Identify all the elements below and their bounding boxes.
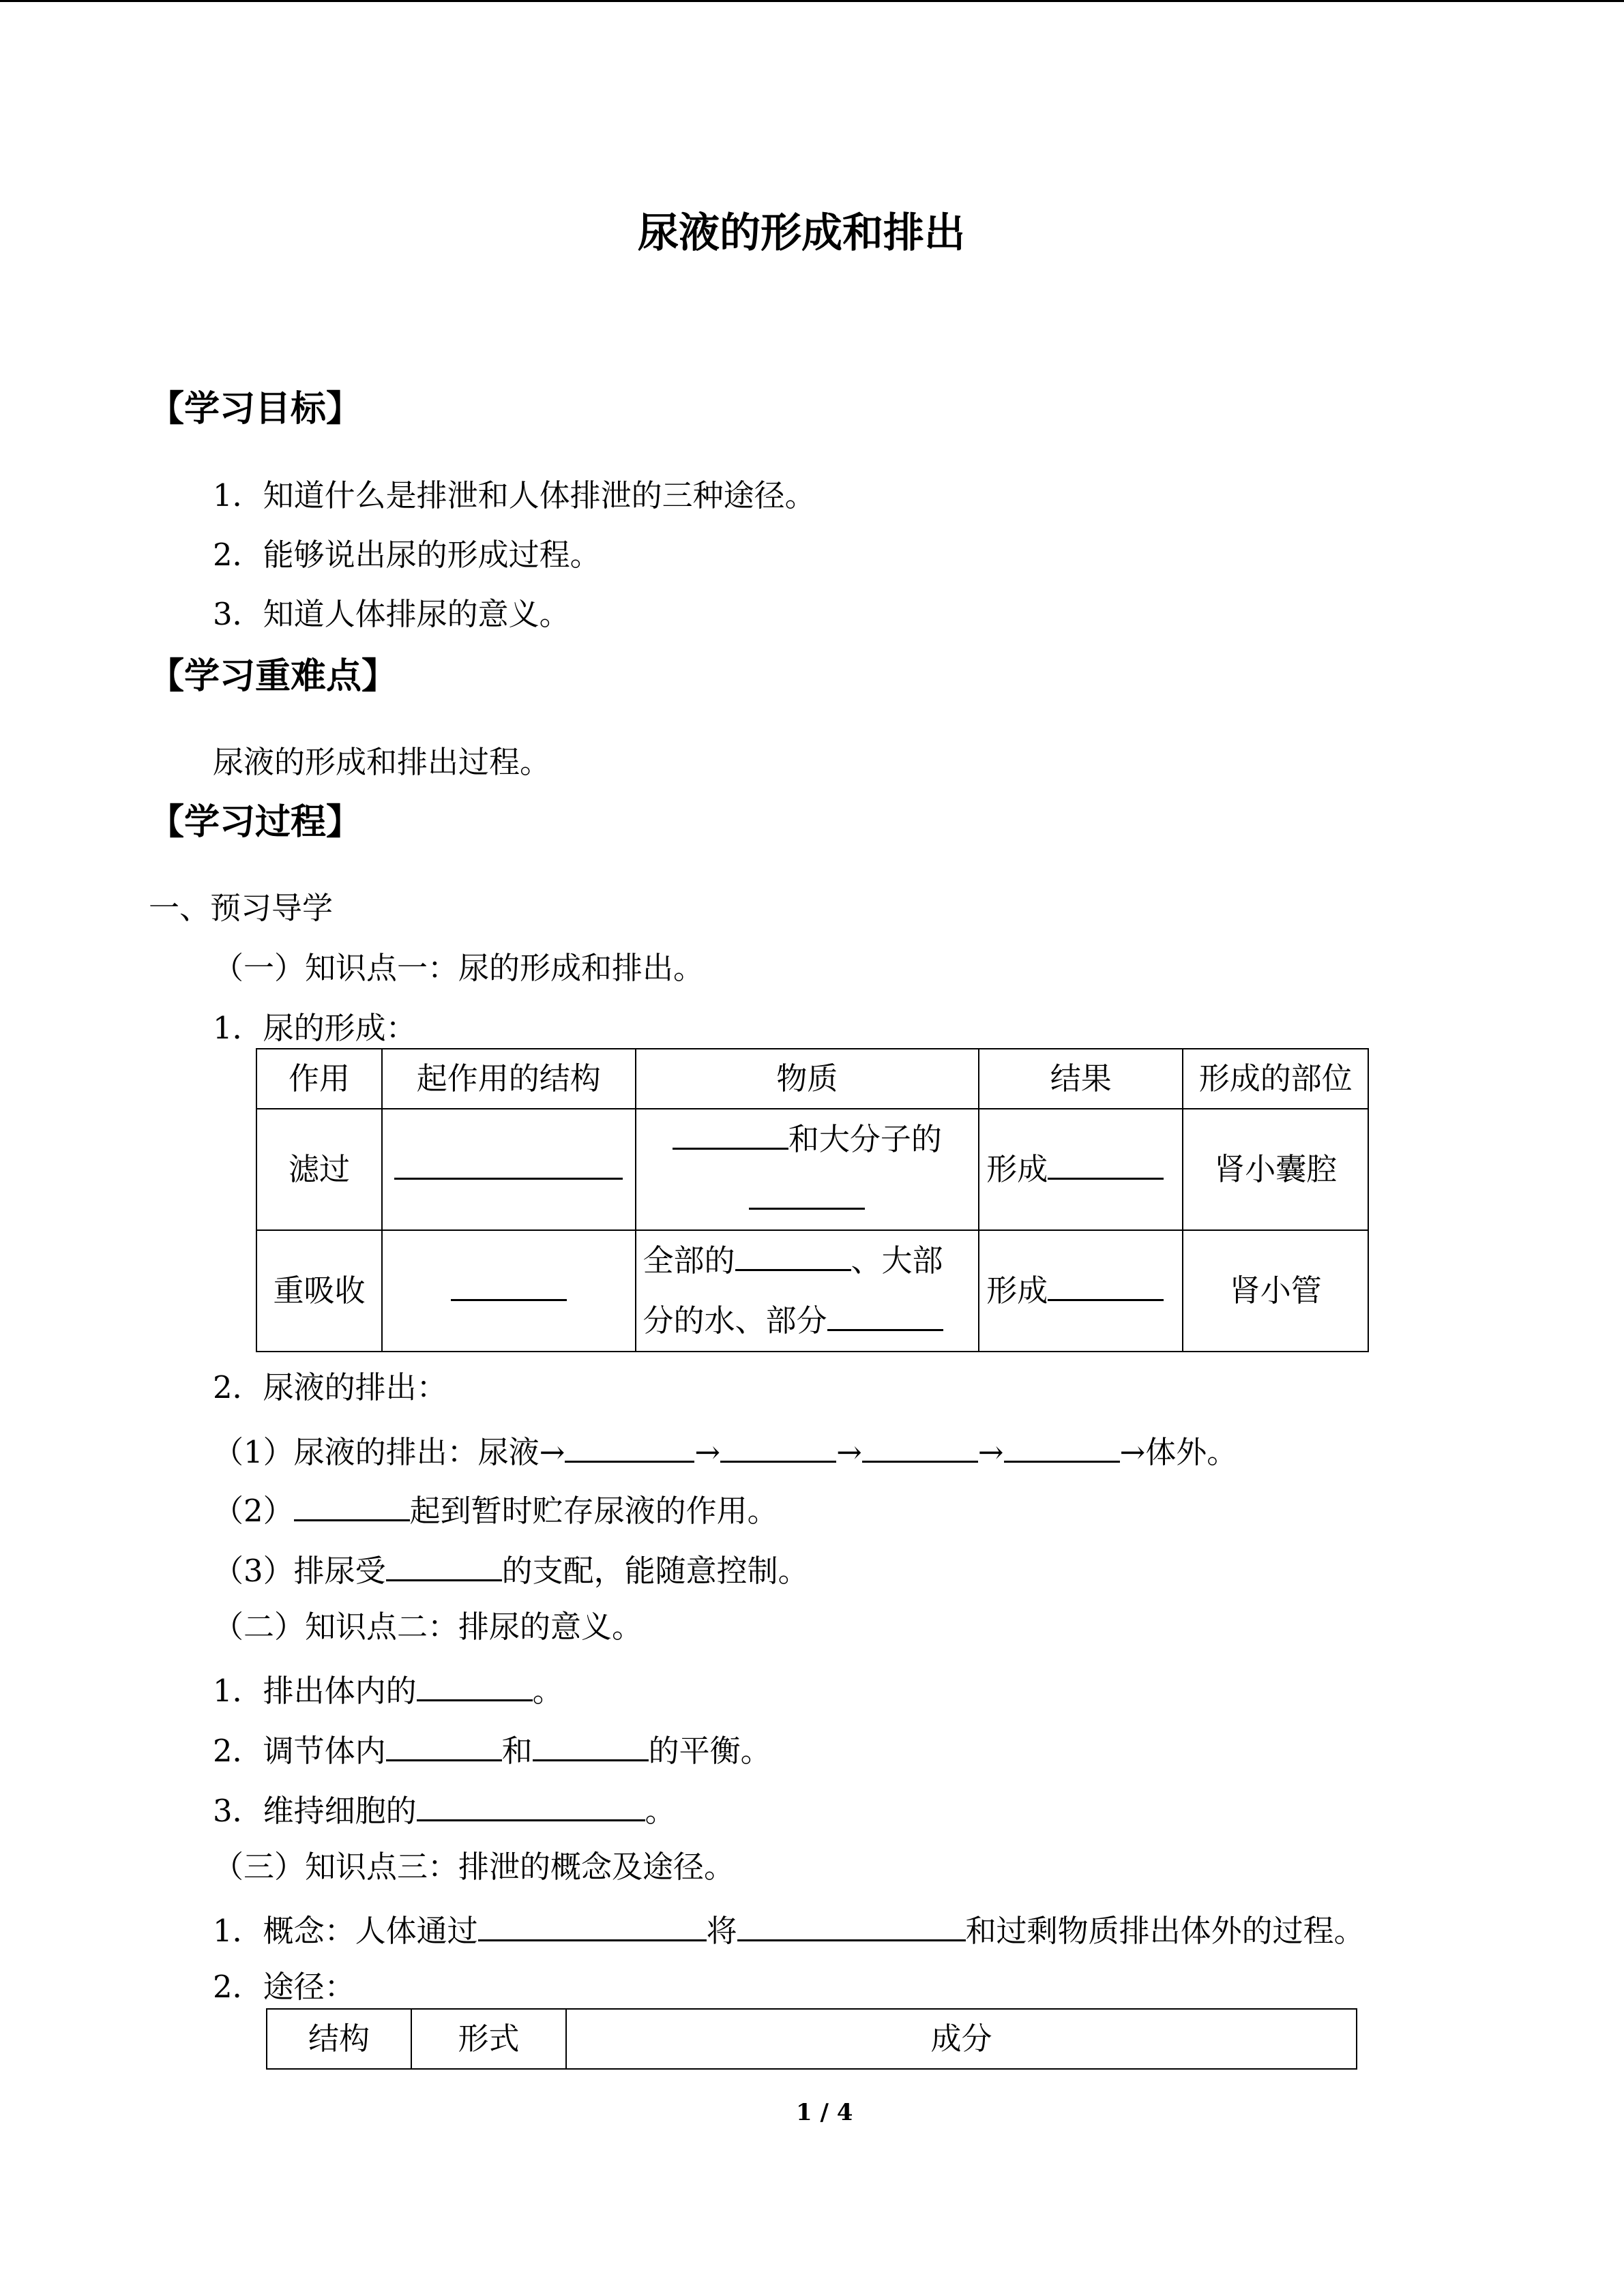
arrow: → (836, 1434, 862, 1470)
formation-label: 1．尿的形成： (213, 1010, 417, 1046)
page-title: 尿液的形成和排出 (638, 209, 965, 257)
cell-substance-text: 和大分子的 (788, 1121, 942, 1157)
fill-blank[interactable] (394, 1150, 623, 1180)
formation-table (256, 1048, 1369, 1352)
cell-substance (636, 1109, 979, 1230)
discharge-label: 2．尿液的排出： (213, 1369, 447, 1405)
fill-blank[interactable] (565, 1428, 694, 1463)
concept-text-a: 1．概念：人体通过 (213, 1913, 478, 1949)
cell-result-text: 形成 (986, 1151, 1048, 1187)
knowledge-point-2: （二）知识点二：排尿的意义。 (213, 1609, 643, 1645)
key-text: 尿液的形成和排出过程。 (213, 744, 551, 780)
concept-line (213, 1907, 1365, 1952)
goal-item-1: 1．知道什么是排泄和人体排泄的三种途径。 (213, 477, 816, 513)
meaning-2-text: 2．调节体内 (213, 1733, 386, 1769)
fill-blank[interactable] (735, 1242, 851, 1271)
table-header-row (256, 1049, 1368, 1109)
concept-text-b: 将 (706, 1913, 737, 1949)
fill-blank[interactable] (737, 1907, 966, 1941)
discharge-line-2-text: 起到暂时贮存尿液的作用。 (409, 1493, 778, 1529)
fill-blank[interactable] (749, 1180, 865, 1210)
fill-blank[interactable] (1048, 1272, 1164, 1301)
goals-heading: 【学习目标】 (149, 388, 362, 430)
cell-location: 肾小囊腔 (1183, 1109, 1368, 1230)
discharge-line-2-prefix: （2） (213, 1493, 294, 1529)
discharge-line-3-text: 的支配，能随意控制。 (501, 1553, 809, 1589)
th-action: 作用 (256, 1049, 382, 1109)
table-row-reabsorption (256, 1230, 1368, 1352)
fill-blank[interactable] (827, 1302, 943, 1331)
pathway-label: 2．途径： (213, 1969, 355, 2005)
meaning-3-text: 3．维持细胞的 (213, 1793, 417, 1829)
discharge-line-3 (213, 1547, 809, 1592)
th-form: 形式 (411, 2009, 566, 2069)
th-substance: 物质 (636, 1049, 979, 1109)
discharge-line-2 (213, 1487, 778, 1532)
fill-blank[interactable] (417, 1667, 533, 1701)
knowledge-point-1: （一）知识点一：尿的形成和排出。 (213, 950, 705, 986)
table-row-filtration (256, 1109, 1368, 1230)
meaning-2-and: 和 (501, 1733, 533, 1769)
fill-blank[interactable] (533, 1727, 649, 1761)
fill-blank[interactable] (386, 1547, 502, 1581)
meaning-3-end: 。 (645, 1793, 676, 1829)
th-structure: 起作用的结构 (382, 1049, 636, 1109)
meaning-2 (213, 1727, 771, 1772)
fill-blank[interactable] (478, 1907, 707, 1941)
key-heading: 【学习重难点】 (149, 655, 398, 697)
fill-blank[interactable] (1004, 1428, 1120, 1463)
meaning-1-end: 。 (532, 1673, 563, 1709)
discharge-line-1 (213, 1428, 1237, 1473)
fill-blank[interactable] (673, 1120, 788, 1150)
fill-blank[interactable] (294, 1487, 410, 1521)
knowledge-point-3: （三）知识点三：排泄的概念及途径。 (213, 1849, 735, 1885)
fill-blank[interactable] (386, 1727, 502, 1761)
arrow: → (977, 1434, 1004, 1470)
cell-substance-text-c: 分的水、部分 (643, 1302, 827, 1339)
page-number: 1 / 4 (796, 2099, 853, 2126)
top-border (0, 0, 1624, 2)
preview-heading: 一、预习导学 (149, 890, 334, 926)
th-location: 形成的部位 (1183, 1049, 1368, 1109)
pathway-table (266, 2008, 1357, 2070)
cell-location: 肾小管 (1183, 1230, 1368, 1352)
th-structure: 结构 (267, 2009, 411, 2069)
goal-item-2: 2．能够说出尿的形成过程。 (213, 537, 601, 573)
cell-result-text: 形成 (986, 1272, 1048, 1309)
cell-structure[interactable] (382, 1230, 636, 1352)
meaning-1-text: 1．排出体内的 (213, 1673, 417, 1709)
fill-blank[interactable] (720, 1428, 836, 1463)
meaning-1 (213, 1667, 563, 1712)
concept-text-c: 和过剩物质排出体外的过程。 (965, 1913, 1365, 1949)
cell-result (979, 1109, 1183, 1230)
meaning-2-end: 的平衡。 (648, 1733, 771, 1769)
fill-blank[interactable] (1048, 1150, 1164, 1180)
process-heading: 【学习过程】 (149, 801, 362, 843)
discharge-line-1-text: （1）尿液的排出：尿液→ (213, 1434, 565, 1470)
discharge-line-3-prefix: （3）排尿受 (213, 1553, 386, 1589)
arrow: → (694, 1434, 721, 1470)
cell-result (979, 1230, 1183, 1352)
fill-blank[interactable] (417, 1787, 645, 1821)
fill-blank[interactable] (862, 1428, 978, 1463)
discharge-line-1-end: →体外。 (1119, 1434, 1238, 1470)
th-result: 结果 (979, 1049, 1183, 1109)
goal-item-3: 3．知道人体排尿的意义。 (213, 596, 570, 632)
cell-action: 重吸收 (256, 1230, 382, 1352)
cell-structure[interactable] (382, 1109, 636, 1230)
cell-action: 滤过 (256, 1109, 382, 1230)
table-header-row (267, 2009, 1357, 2069)
fill-blank[interactable] (451, 1272, 567, 1301)
cell-substance-text-a: 全部的 (643, 1242, 735, 1279)
cell-substance (636, 1230, 979, 1352)
meaning-3 (213, 1787, 676, 1832)
cell-substance-text-b: 、大部 (851, 1242, 943, 1279)
th-components: 成分 (566, 2009, 1357, 2069)
